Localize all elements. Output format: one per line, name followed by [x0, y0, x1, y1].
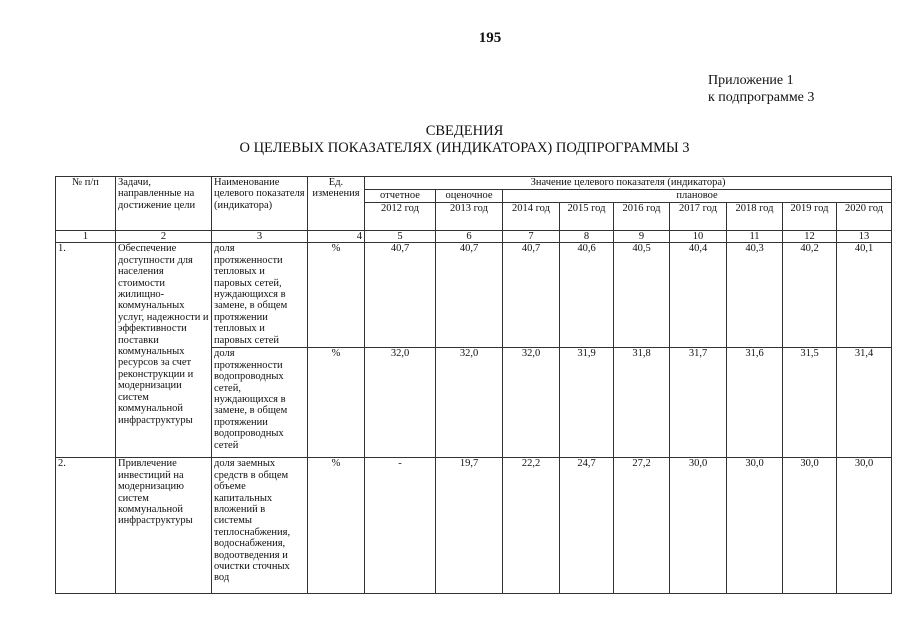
column-number: 12 — [783, 231, 837, 243]
column-number: 5 — [365, 231, 436, 243]
value-cell: 40,3 — [727, 243, 783, 348]
row-number: 2. — [56, 458, 116, 594]
column-number: 11 — [727, 231, 783, 243]
value-cell: 32,0 — [436, 348, 503, 458]
value-cell: 31,8 — [614, 348, 670, 458]
unit-cell: % — [308, 348, 365, 458]
value-cell: 27,2 — [614, 458, 670, 594]
value-cell: 40,2 — [783, 243, 837, 348]
value-cell: 30,0 — [670, 458, 727, 594]
value-cell: 40,7 — [436, 243, 503, 348]
header-year: 2014 год — [503, 203, 560, 231]
indicator-name: доля протяженности тепловых и паровых сетей, нуждающихся в замене, в общем протяжении тепловых и паровых сетей — [212, 243, 308, 348]
value-cell: 40,4 — [670, 243, 727, 348]
column-number: 8 — [560, 231, 614, 243]
table-row — [56, 243, 892, 348]
column-number: 4 — [308, 231, 365, 243]
value-cell: 30,0 — [837, 458, 892, 594]
value-cell: 24,7 — [560, 458, 614, 594]
appendix-note — [708, 72, 814, 106]
header-year: 2020 год — [837, 203, 892, 231]
column-number: 10 — [670, 231, 727, 243]
header-indicator: Наименование целевого показателя (индикатора) — [212, 177, 308, 231]
value-cell: 31,7 — [670, 348, 727, 458]
page-number: 195 — [478, 30, 502, 46]
column-number: 7 — [503, 231, 560, 243]
header-planned: плановое — [503, 190, 892, 203]
header-num: № п/п — [56, 177, 116, 231]
document-title: СВЕДЕНИЯ — [425, 123, 504, 139]
header-year: 2016 год — [614, 203, 670, 231]
header-year: 2017 год — [670, 203, 727, 231]
column-number: 2 — [116, 231, 212, 243]
value-cell: 30,0 — [783, 458, 837, 594]
value-cell: 31,4 — [837, 348, 892, 458]
task-text: Привлечение инвестиций на модернизацию систем коммунальной инфраструктуры — [116, 458, 212, 594]
table-row — [56, 458, 892, 594]
header-estimated: оценочное — [436, 190, 503, 203]
column-number: 3 — [212, 231, 308, 243]
header-year: 2018 год — [727, 203, 783, 231]
header-year: 2013 год — [436, 203, 503, 231]
value-cell: 40,7 — [503, 243, 560, 348]
column-number: 1 — [56, 231, 116, 243]
document-subtitle: О ЦЕЛЕВЫХ ПОКАЗАТЕЛЯХ (ИНДИКАТОРАХ) ПОДПРОГРАММЫ 3 — [239, 140, 690, 156]
header-row-1 — [56, 177, 892, 190]
value-cell: 31,9 — [560, 348, 614, 458]
value-cell: 32,0 — [365, 348, 436, 458]
header-value-group: Значение целевого показателя (индикатора) — [365, 177, 892, 190]
value-cell: - — [365, 458, 436, 594]
indicator-name: доля заемных средств в общем объеме капитальных вложений в системы теплоснабжения, водоснабжения, водоотведения и очистки сточных вод — [212, 458, 308, 594]
unit-cell: % — [308, 458, 365, 594]
value-cell: 22,2 — [503, 458, 560, 594]
value-cell: 32,0 — [503, 348, 560, 458]
unit-cell: % — [308, 243, 365, 348]
value-cell: 40,5 — [614, 243, 670, 348]
task-text: Обеспечение доступности для населения стоимости жилищно-коммунальных услуг, надежности и эффективности поставки коммунальных ресурсов за счет реконструкции и модернизации систем коммунальной инфраструктуры — [116, 243, 212, 458]
value-cell: 31,6 — [727, 348, 783, 458]
header-year: 2015 год — [560, 203, 614, 231]
header-tasks: Задачи, направленные на достижение цели — [116, 177, 212, 231]
value-cell: 40,7 — [365, 243, 436, 348]
header-year: 2012 год — [365, 203, 436, 231]
value-cell: 30,0 — [727, 458, 783, 594]
column-number: 9 — [614, 231, 670, 243]
value-cell: 40,6 — [560, 243, 614, 348]
column-number: 13 — [837, 231, 892, 243]
appendix-line-1: Приложение 1 — [708, 73, 794, 88]
row-number: 1. — [56, 243, 116, 458]
header-reporting: отчетное — [365, 190, 436, 203]
header-unit: Ед. изменения — [308, 177, 365, 231]
appendix-line-2: к подпрограмме 3 — [708, 90, 815, 105]
value-cell: 40,1 — [837, 243, 892, 348]
header-year: 2019 год — [783, 203, 837, 231]
column-number-row — [56, 231, 892, 243]
value-cell: 31,5 — [783, 348, 837, 458]
indicator-name: доля протяженности водопроводных сетей, нуждающихся в замене, в общем протяжении водопроводных сетей — [212, 348, 308, 458]
column-number: 6 — [436, 231, 503, 243]
indicators-table — [55, 176, 892, 594]
value-cell: 19,7 — [436, 458, 503, 594]
